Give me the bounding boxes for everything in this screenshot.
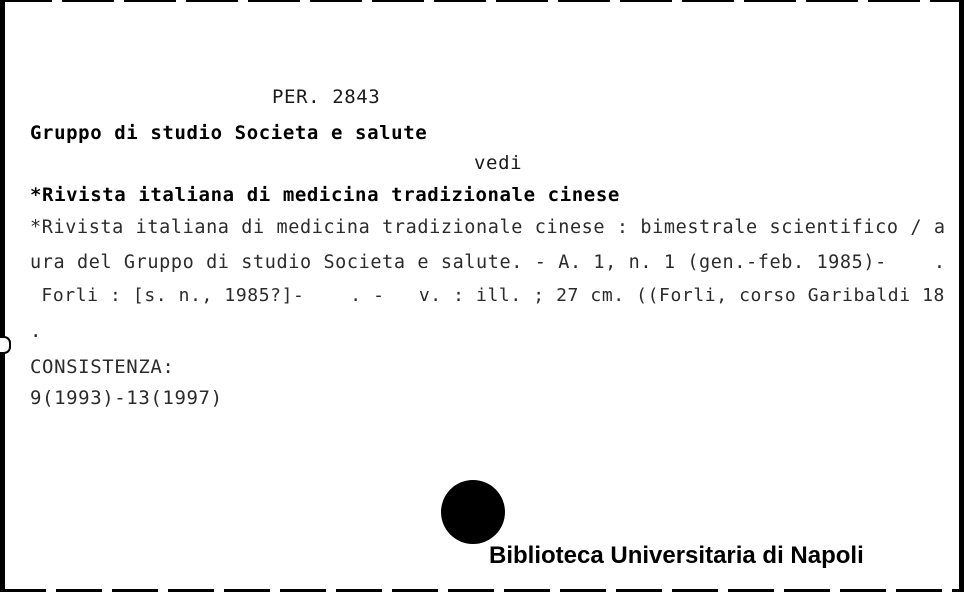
- card-notch: [0, 336, 11, 354]
- library-stamp: Biblioteca Universitaria di Napoli: [489, 542, 864, 569]
- entry-line-1: *Rivista italiana di medicina tradizionale cinese : bimestrale scientifico / a: [30, 217, 946, 238]
- holdings-label: CONSISTENZA:: [30, 356, 175, 378]
- shelfmark: PER. 2843: [272, 86, 381, 108]
- punch-hole: [441, 480, 505, 544]
- card-top-edge: [0, 0, 964, 2]
- holdings-value: 9(1993)-13(1997): [30, 387, 223, 409]
- see-label: vedi: [474, 152, 523, 174]
- entry-line-3: Forli : [s. n., 1985?]- . - v. : ill. ; 27 cm. ((Forli, corso Garibaldi 18: [30, 285, 945, 306]
- card-left-edge: [0, 0, 5, 592]
- card-right-edge: [959, 0, 964, 592]
- entry-line-2: ura del Gruppo di studio Societa e salute. - A. 1, n. 1 (gen.-feb. 1985)- .: [30, 252, 946, 273]
- see-target: *Rivista italiana di medicina tradizionale cinese: [30, 184, 620, 206]
- heading: Gruppo di studio Societa e salute: [30, 122, 428, 144]
- entry-line-4: .: [30, 320, 43, 342]
